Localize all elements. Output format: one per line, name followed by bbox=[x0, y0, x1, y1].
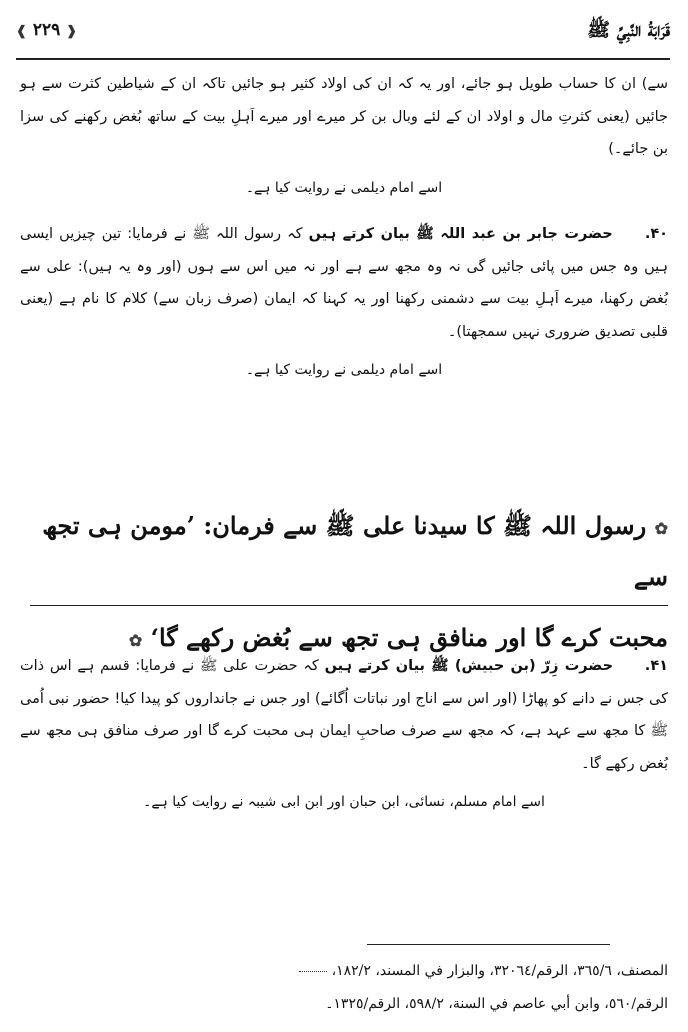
page-header bbox=[16, 18, 670, 54]
hadith-text: کہ رسول اللہ ﷺ نے فرمایا: تین چیزیں ایسی ہیں وہ جس میں پائی جائیں گی نہ وہ مجھ سے ہے اور نہ میں اس سے ہوں (اور وہ یہ ہیں): علی سے بُغض رکھنا، میرے اَہلِ بیت سے دشمنی رکھنا اور یہ کہنا کہ ایمان (صرف زبان سے) کلام کا نام ہے (یعنی قلبی تصدیق ضروری نہیں سمجھتا)۔ bbox=[20, 226, 668, 340]
page-number-value: ٢٢٩ bbox=[32, 20, 61, 40]
heading-line-1 bbox=[30, 502, 668, 606]
hadith-40 bbox=[20, 218, 668, 348]
hadith-text: کہ حضرت علی ﷺ نے فرمایا: قسم ہے اس ذات کی جس نے دانے کو پھاڑا (اور اس سے اناج اور نباتات اُگائے) اور جس نے جانداروں کو پیدا کیا! حضور نبی اُمی ﷺ کا مجھ سے عہد ہے، کہ مجھ سے صرف صاحبِ ایمان ہی محبت کرے گا اور صرف منافق ہی مجھ سے بُغض رکھے گا۔ bbox=[20, 658, 668, 772]
citation: اسے امام مسلم، نسائی، ابن حبان اور ابن ابی شیبہ نے روایت کیا ہے۔ bbox=[143, 794, 545, 810]
flower-ornament-icon: ✿ bbox=[128, 631, 143, 650]
continuation-paragraph: سے) ان کا حساب طویل ہو جائے، اور یہ کہ ان کی اولاد کثیر ہو جائیں تاکہ ان کے شیاطین کثرت سے ہو جائیں (یعنی کثرتِ مال و اولاد ان کے لئے وبال بن کر میرے اور میرے اَہلِ بیت کے ساتھ بُغض رکھنے کی سزا بن جائے۔) bbox=[20, 76, 668, 157]
footnote-marker bbox=[299, 971, 327, 972]
header-divider bbox=[16, 58, 670, 60]
narrator: حضرت جابر بن عبد اللہ ﷺ بیان کرتے ہیں bbox=[308, 226, 613, 242]
footnote-line-1 bbox=[20, 955, 668, 988]
hadith-number: ۴۱. bbox=[644, 658, 669, 674]
page-number bbox=[16, 20, 77, 40]
footnote-line-2: الرقم/٥٦٠، وابن أبي عاصم في السنة، ٥٩٨/٢، الرقم/١٣٢٥۔ bbox=[325, 996, 668, 1012]
flower-ornament-icon: ✿ bbox=[654, 519, 668, 538]
narrator: حضرت زِرّ (بن حبیش) ﷺ بیان کرتے ہیں bbox=[324, 658, 614, 674]
footnote bbox=[20, 955, 668, 1021]
citation: اسے امام دیلمی نے روایت کیا ہے۔ bbox=[245, 179, 443, 196]
heading-text-1: رسول اللہ ﷺ کا سیدنا علی ﷺ سے فرمان: ’مومن ہی تجھ سے bbox=[42, 511, 668, 591]
citation: اسے امام دیلمی نے روایت کیا ہے۔ bbox=[245, 362, 443, 378]
hadith-41 bbox=[20, 650, 668, 780]
main-text bbox=[20, 68, 668, 401]
ornament-icon: ❰ bbox=[16, 24, 27, 39]
running-title: قَرَابَةُ النَّبِيِّ ﷺ bbox=[587, 19, 670, 41]
hadith-number: ۴۰. bbox=[644, 226, 669, 242]
heading-text-2: محبت کرے گا اور منافق ہی تجھ سے بُغض رکھے گا‘ bbox=[150, 623, 668, 652]
footnote-divider bbox=[367, 944, 610, 945]
footnote-text-1: المصنف، ٣٦٥/٦، الرقم/٣٢٠٦٤، والبزار في المسند، ١٨٢/٢، bbox=[331, 963, 668, 979]
ornament-icon: ❱ bbox=[66, 24, 78, 39]
main-text-2 bbox=[20, 650, 668, 833]
